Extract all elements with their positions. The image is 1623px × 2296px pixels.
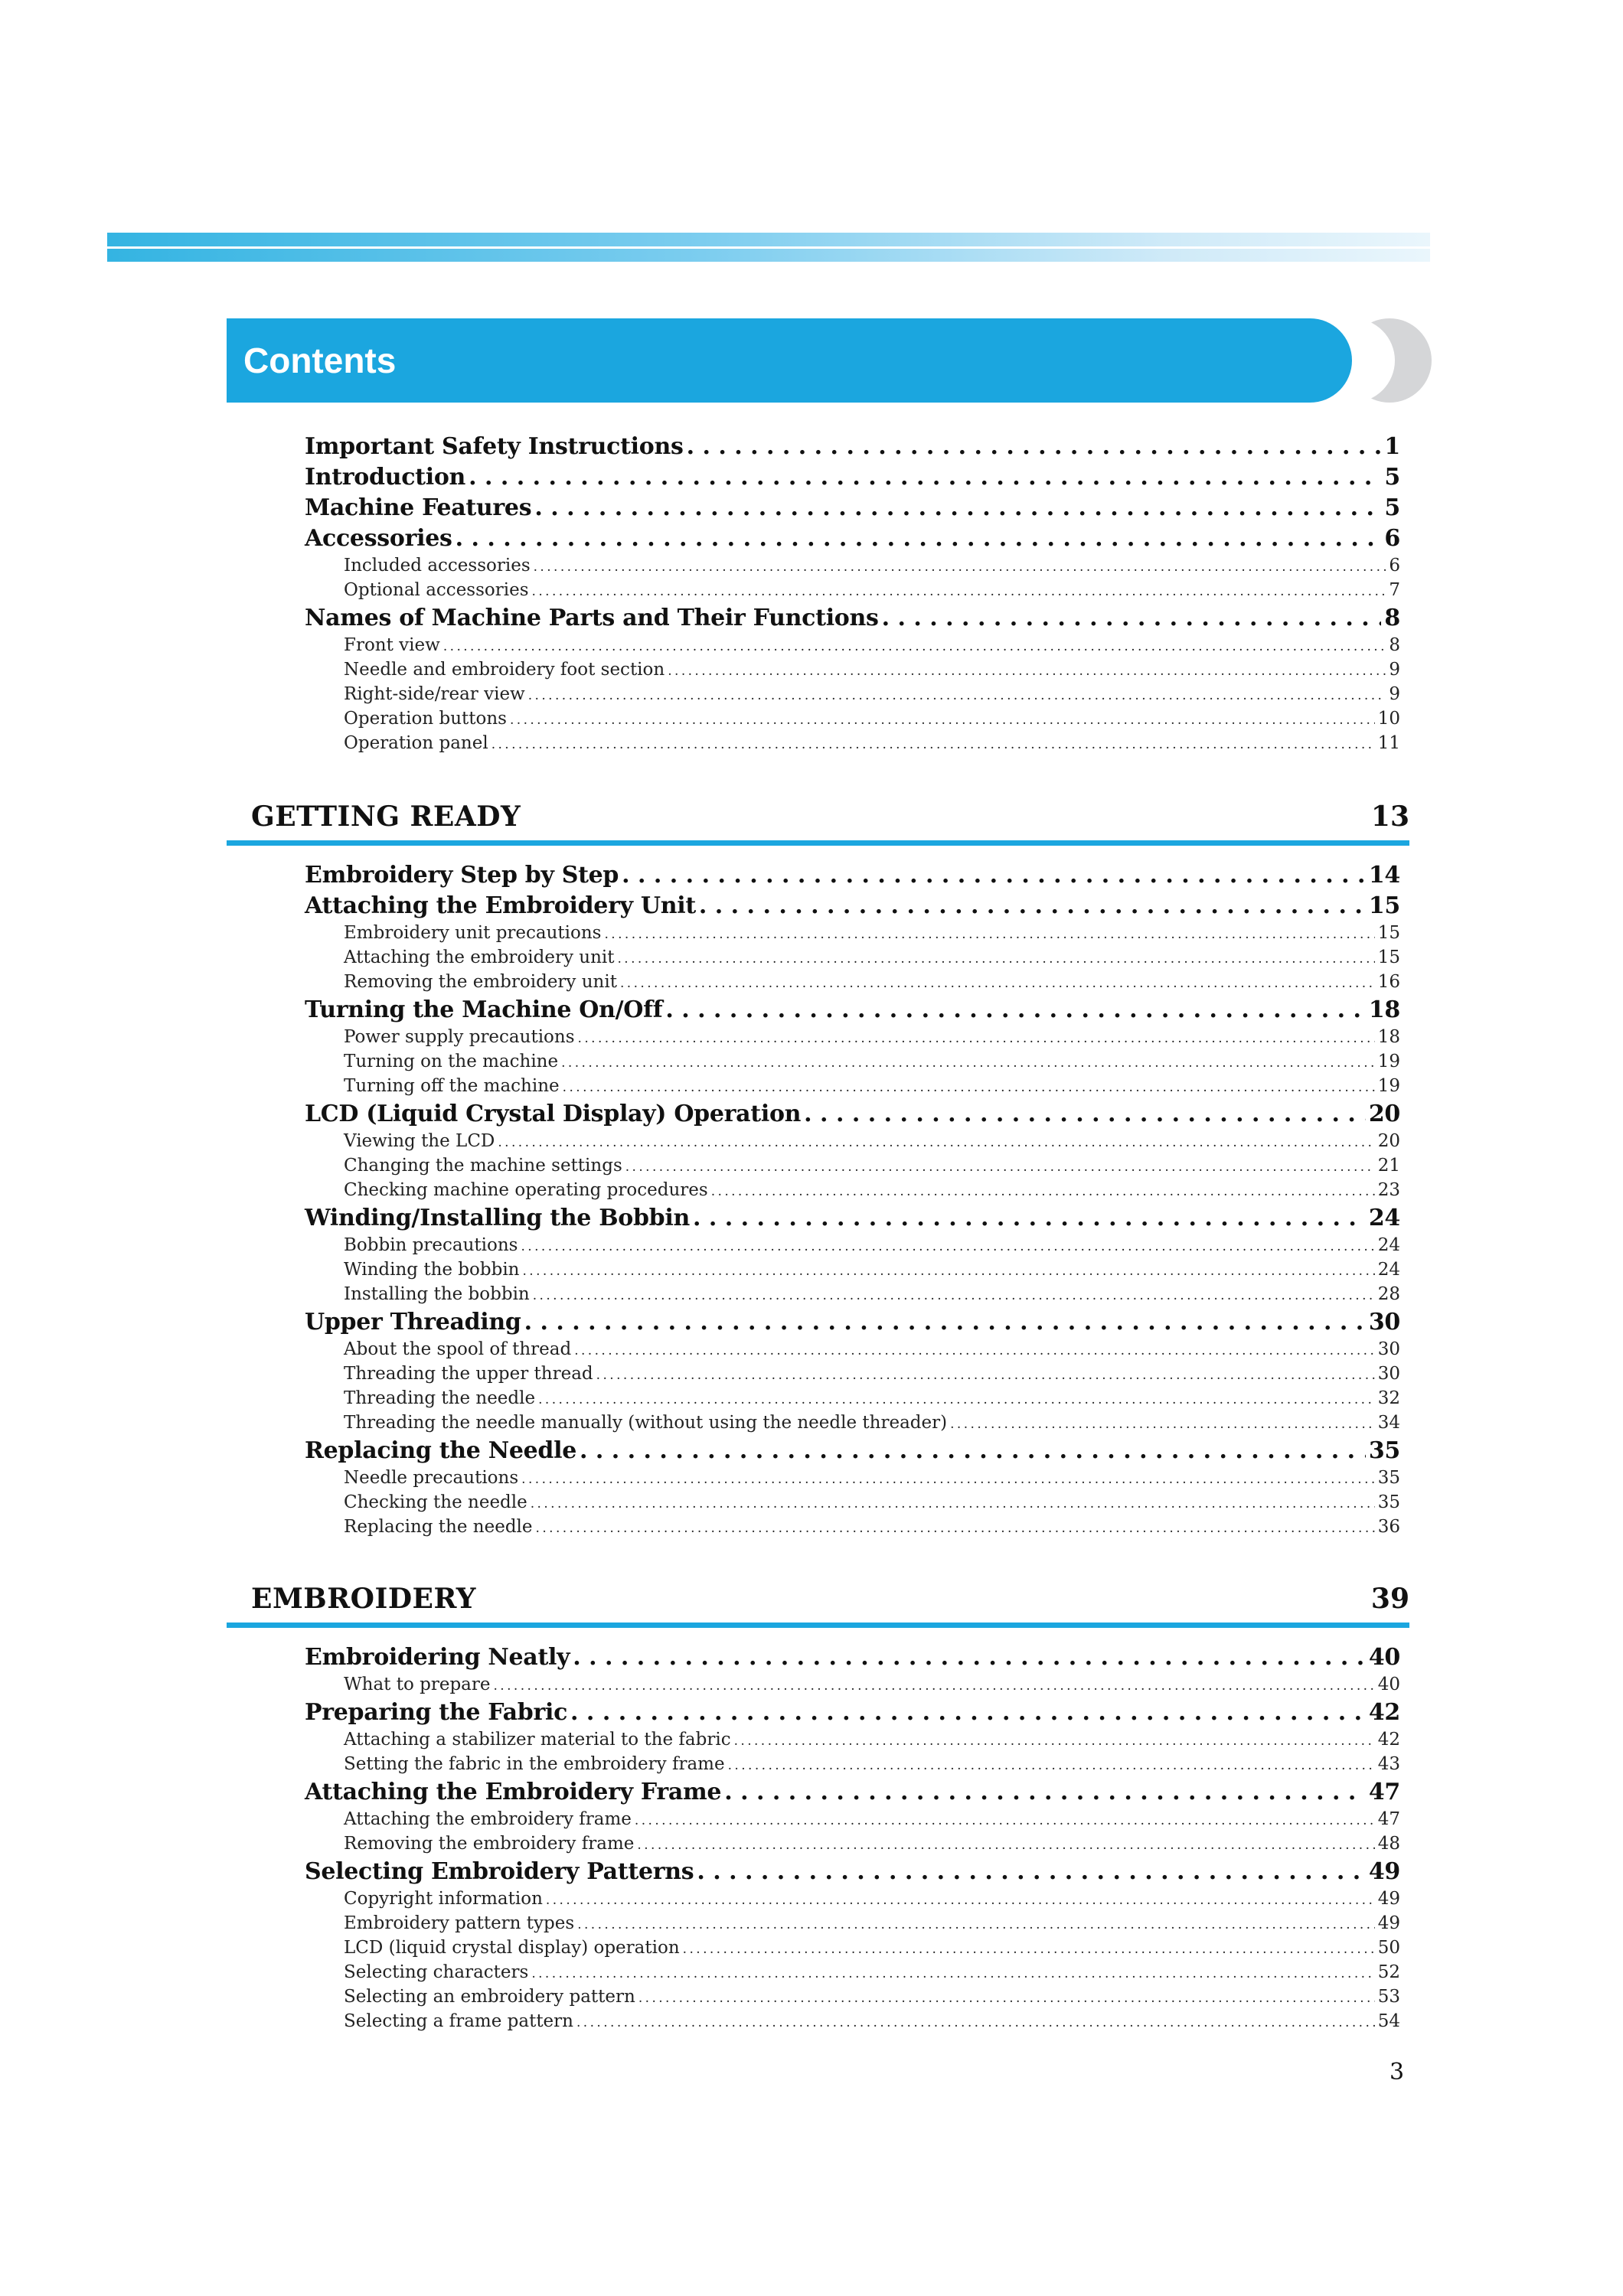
toc-entry-label: What to prepare: [344, 1675, 491, 1694]
toc-entry-page: 5: [1384, 464, 1400, 491]
toc-entry-page: 28: [1377, 1284, 1400, 1304]
dot-leader: [561, 1052, 1375, 1071]
toc-subentry-front-view[interactable]: [344, 635, 1400, 660]
toc-entry-page: 18: [1368, 996, 1400, 1023]
section-title: EMBROIDERY: [251, 1583, 477, 1615]
toc-entry-page: 6: [1384, 525, 1400, 552]
toc-heading-preparing-the-fabric[interactable]: [305, 1699, 1400, 1730]
toc-entry-label: Needle precautions: [344, 1468, 519, 1488]
toc-entry-page: 40: [1368, 1644, 1400, 1671]
toc-entry-page: 47: [1368, 1779, 1400, 1805]
toc-entry-page: 49: [1377, 1913, 1400, 1933]
dot-leader: [699, 892, 1366, 919]
dot-leader: [534, 494, 1381, 521]
toc-entry-label: Accessories: [305, 525, 452, 552]
toc-heading-winding-installing-the-bobbin[interactable]: [305, 1205, 1400, 1235]
dot-leader: [605, 923, 1375, 943]
toc-entry-label: Turning on the machine: [344, 1052, 559, 1071]
toc-entry-label: Optional accessories: [344, 580, 529, 600]
toc-entry-label: Right-side/rear view: [344, 684, 525, 704]
dot-leader: [538, 1388, 1375, 1408]
toc-entry-label: Checking the needle: [344, 1492, 527, 1512]
toc-entry-page: 19: [1377, 1052, 1400, 1071]
toc-entry-label: Copyright information: [344, 1889, 543, 1909]
toc-entry-page: 49: [1377, 1889, 1400, 1909]
toc-entry-label: Machine Features: [305, 494, 532, 521]
dot-leader: [494, 1675, 1375, 1694]
toc-heading-selecting-embroidery-patterns[interactable]: [305, 1858, 1400, 1889]
toc-subentry-embroidery-pattern-types[interactable]: [344, 1913, 1400, 1938]
toc-entry-page: 16: [1377, 972, 1400, 992]
toc-entry-page: 14: [1368, 862, 1400, 889]
toc-entry-label: Selecting characters: [344, 1962, 529, 1982]
toc-subentry-attaching-the-embroidery-unit[interactable]: [344, 947, 1400, 972]
toc-entry-page: 40: [1377, 1675, 1400, 1694]
toc-entry-label: LCD (Liquid Crystal Display) Operation: [305, 1101, 802, 1127]
toc-entry-label: Turning the Machine On/Off: [305, 996, 663, 1023]
toc-entry-label: Setting the fabric in the embroidery frame: [344, 1754, 725, 1774]
toc-entry-page: 24: [1377, 1235, 1400, 1255]
toc-subentry-copyright-information[interactable]: [344, 1889, 1400, 1913]
dot-leader: [577, 1913, 1375, 1933]
toc-entry-page: 20: [1368, 1101, 1400, 1127]
toc-entry-page: 11: [1377, 733, 1400, 753]
dot-leader: [734, 1730, 1375, 1750]
toc-entry-label: Attaching the embroidery frame: [344, 1809, 632, 1829]
dot-leader: [596, 1364, 1375, 1384]
toc-entry-page: 48: [1377, 1834, 1400, 1854]
toc-entry-page: 30: [1377, 1364, 1400, 1384]
toc-entry-page: 24: [1368, 1205, 1400, 1231]
toc-entry-label: Threading the upper thread: [344, 1364, 593, 1384]
toc-subentry-needle-and-embroidery-foot-section[interactable]: [344, 660, 1400, 684]
toc-heading-introduction[interactable]: [305, 464, 1400, 494]
toc-subentry-operation-panel[interactable]: [344, 733, 1400, 758]
section-header-getting-ready[interactable]: [227, 801, 1409, 843]
dot-leader: [521, 1468, 1375, 1488]
toc-subentry-power-supply-precautions[interactable]: [344, 1027, 1400, 1052]
toc-entry-label: LCD (liquid crystal display) operation: [344, 1938, 680, 1958]
toc-entry-page: 15: [1377, 923, 1400, 943]
toc-heading-attaching-the-embroidery-unit[interactable]: [305, 892, 1400, 923]
dot-leader: [570, 1699, 1366, 1726]
dot-leader: [469, 464, 1381, 491]
toc-subentry-threading-the-needle-manually-without-using-the-needle-threader[interactable]: [344, 1413, 1400, 1437]
section-page: 13: [1370, 801, 1409, 833]
toc-entry-page: 5: [1384, 494, 1400, 521]
toc-entry-label: Changing the machine settings: [344, 1156, 622, 1176]
section-page: 39: [1370, 1583, 1409, 1615]
toc-subentry-turning-on-the-machine[interactable]: [344, 1052, 1400, 1076]
toc-entry-page: 7: [1389, 580, 1400, 600]
dot-leader: [546, 1889, 1375, 1909]
toc-entry-page: 21: [1377, 1156, 1400, 1176]
toc-entry-page: 15: [1368, 892, 1400, 919]
toc-entry-page: 42: [1377, 1730, 1400, 1750]
toc-entry-label: Upper Threading: [305, 1309, 521, 1336]
toc-entry-label: Attaching the Embroidery Frame: [305, 1779, 722, 1805]
toc-entry-page: 35: [1377, 1492, 1400, 1512]
toc-heading-embroidering-neatly[interactable]: [305, 1644, 1400, 1675]
dot-leader: [625, 1156, 1375, 1176]
dot-leader: [528, 684, 1386, 704]
toc-entry-page: 35: [1377, 1468, 1400, 1488]
toc-entry-page: 8: [1384, 605, 1400, 631]
toc-entry-page: 54: [1377, 2011, 1400, 2031]
toc-subentry-selecting-characters[interactable]: [344, 1962, 1400, 1987]
toc-subentry-winding-the-bobbin[interactable]: [344, 1260, 1400, 1284]
toc-subentry-checking-the-needle[interactable]: [344, 1492, 1400, 1517]
dot-leader: [534, 556, 1386, 576]
dot-leader: [683, 1938, 1375, 1958]
toc-entry-page: 23: [1377, 1180, 1400, 1200]
toc-entry-label: Selecting Embroidery Patterns: [305, 1858, 694, 1885]
dot-leader: [580, 1437, 1366, 1464]
toc-entry-label: Important Safety Instructions: [305, 433, 684, 460]
dot-leader: [563, 1076, 1375, 1096]
toc-subentry-checking-machine-operating-procedures[interactable]: [344, 1180, 1400, 1205]
dot-leader: [574, 1339, 1375, 1359]
toc-subentry-needle-precautions[interactable]: [344, 1468, 1400, 1492]
toc-entry-label: Preparing the Fabric: [305, 1699, 568, 1726]
toc-entry-label: Removing the embroidery frame: [344, 1834, 635, 1854]
toc-entry-page: 36: [1377, 1517, 1400, 1537]
toc-subentry-what-to-prepare[interactable]: [344, 1675, 1400, 1699]
header-band-divider: [107, 246, 1430, 249]
dot-leader: [637, 1834, 1374, 1854]
toc-entry-page: 9: [1389, 660, 1400, 680]
dot-leader: [531, 1492, 1375, 1512]
toc-entry-page: 53: [1377, 1987, 1400, 2007]
dot-leader: [620, 972, 1375, 992]
dot-leader: [576, 2011, 1375, 2031]
toc-entry-label: Embroidery unit precautions: [344, 923, 602, 943]
toc-entry-page: 30: [1377, 1339, 1400, 1359]
toc-entry-page: 43: [1377, 1754, 1400, 1774]
toc-entry-label: Attaching the embroidery unit: [344, 947, 615, 967]
toc-entry-label: Attaching the Embroidery Unit: [305, 892, 696, 919]
toc-subentry-removing-the-embroidery-unit[interactable]: [344, 972, 1400, 996]
dot-leader: [498, 1131, 1374, 1151]
toc-entry-label: Operation buttons: [344, 709, 507, 729]
dot-leader: [456, 525, 1382, 552]
toc-entry-page: 6: [1389, 556, 1400, 576]
toc-subentry-installing-the-bobbin[interactable]: [344, 1284, 1400, 1309]
dot-leader: [950, 1413, 1375, 1433]
toc-subentry-changing-the-machine-settings[interactable]: [344, 1156, 1400, 1180]
dot-leader: [510, 709, 1375, 729]
dot-leader: [693, 1205, 1366, 1231]
toc-entry-label: Winding the bobbin: [344, 1260, 520, 1280]
toc-subentry-about-the-spool-of-thread[interactable]: [344, 1339, 1400, 1364]
toc-entry-label: Embroidery Step by Step: [305, 862, 619, 889]
toc-heading-upper-threading[interactable]: [305, 1309, 1400, 1339]
toc-entry-page: 49: [1368, 1858, 1400, 1885]
toc-heading-names-of-machine-parts-and-their-functions[interactable]: [305, 605, 1400, 635]
dot-leader: [573, 1644, 1366, 1671]
dot-leader: [668, 660, 1386, 680]
toc-entry-page: 52: [1377, 1962, 1400, 1982]
toc-entry-label: Threading the needle: [344, 1388, 536, 1408]
dot-leader: [711, 1180, 1375, 1200]
dot-leader: [687, 433, 1382, 460]
toc-subentry-operation-buttons[interactable]: [344, 709, 1400, 733]
toc-entry-label: Turning off the machine: [344, 1076, 560, 1096]
dot-leader: [521, 1235, 1374, 1255]
toc-entry-page: 42: [1368, 1699, 1400, 1726]
toc-entry-label: Embroidery pattern types: [344, 1913, 575, 1933]
toc-entry-label: Viewing the LCD: [344, 1131, 495, 1151]
toc-subentry-removing-the-embroidery-frame[interactable]: [344, 1834, 1400, 1858]
toc-entry-page: 8: [1389, 635, 1400, 655]
toc-entry-label: Front view: [344, 635, 440, 655]
toc-entry-page: 34: [1377, 1413, 1400, 1433]
section-rule: [227, 840, 1409, 846]
dot-leader: [697, 1858, 1366, 1885]
toc-entry-label: Selecting an embroidery pattern: [344, 1987, 635, 2007]
dot-leader: [665, 996, 1366, 1023]
toc-subentry-bobbin-precautions[interactable]: [344, 1235, 1400, 1260]
dot-leader: [536, 1517, 1375, 1537]
toc-subentry-attaching-a-stabilizer-material-to-the-fabric[interactable]: [344, 1730, 1400, 1754]
toc-subentry-included-accessories[interactable]: [344, 556, 1400, 580]
dot-leader: [523, 1260, 1375, 1280]
toc-entry-page: 24: [1377, 1260, 1400, 1280]
toc-entry-page: 50: [1377, 1938, 1400, 1958]
toc-subentry-replacing-the-needle[interactable]: [344, 1517, 1400, 1541]
toc-entry-page: 19: [1377, 1076, 1400, 1096]
dot-leader: [622, 862, 1366, 889]
dot-leader: [491, 733, 1375, 753]
dot-leader: [531, 1962, 1374, 1982]
toc-entry-page: 47: [1377, 1809, 1400, 1829]
toc-subentry-threading-the-needle[interactable]: [344, 1388, 1400, 1413]
toc-subentry-optional-accessories[interactable]: [344, 580, 1400, 605]
dot-leader: [635, 1809, 1375, 1829]
toc-subentry-selecting-a-frame-pattern[interactable]: [344, 2011, 1400, 2036]
dot-leader: [728, 1754, 1375, 1774]
toc-entry-label: Needle and embroidery foot section: [344, 660, 665, 680]
toc-subentry-attaching-the-embroidery-frame[interactable]: [344, 1809, 1400, 1834]
toc-entry-page: 32: [1377, 1388, 1400, 1408]
toc-subentry-turning-off-the-machine[interactable]: [344, 1076, 1400, 1101]
dot-leader: [524, 1309, 1366, 1336]
toc-entry-label: Embroidering Neatly: [305, 1644, 570, 1671]
page-title: Contents: [243, 341, 397, 380]
toc-entry-label: Winding/Installing the Bobbin: [305, 1205, 690, 1231]
toc-heading-turning-the-machine-on-off[interactable]: [305, 996, 1400, 1027]
dot-leader: [578, 1027, 1375, 1047]
toc-entry-page: 35: [1368, 1437, 1400, 1464]
page-number: 3: [1390, 2059, 1405, 2086]
toc-entry-page: 30: [1368, 1309, 1400, 1336]
toc-subentry-viewing-the-lcd[interactable]: [344, 1131, 1400, 1156]
toc-entry-label: Power supply precautions: [344, 1027, 575, 1047]
section-title: GETTING READY: [251, 801, 521, 833]
toc-subentry-setting-the-fabric-in-the-embroidery-frame[interactable]: [344, 1754, 1400, 1779]
dot-leader: [443, 635, 1386, 655]
toc-entry-label: Installing the bobbin: [344, 1284, 530, 1304]
toc-heading-accessories[interactable]: [305, 525, 1400, 556]
toc-entry-label: Introduction: [305, 464, 466, 491]
toc-entry-label: Replacing the Needle: [305, 1437, 576, 1464]
toc-entry-page: 15: [1377, 947, 1400, 967]
toc-entry-label: Names of Machine Parts and Their Functions: [305, 605, 879, 631]
dot-leader: [882, 605, 1382, 631]
toc-heading-attaching-the-embroidery-frame[interactable]: [305, 1779, 1400, 1809]
toc-entry-label: Threading the needle manually (without using the needle threader): [344, 1413, 948, 1433]
dot-leader: [532, 580, 1386, 600]
dot-leader: [724, 1779, 1366, 1805]
toc-entry-label: Attaching a stabilizer material to the fabric: [344, 1730, 731, 1750]
dot-leader: [533, 1284, 1375, 1304]
toc-entry-label: Replacing the needle: [344, 1517, 533, 1537]
toc-subentry-threading-the-upper-thread[interactable]: [344, 1364, 1400, 1388]
toc-subentry-embroidery-unit-precautions[interactable]: [344, 923, 1400, 947]
toc-subentry-lcd-liquid-crystal-display-operation[interactable]: [344, 1938, 1400, 1962]
toc-entry-label: Removing the embroidery unit: [344, 972, 617, 992]
toc-heading-important-safety-instructions[interactable]: [305, 433, 1400, 464]
toc-entry-label: Checking machine operating procedures: [344, 1180, 708, 1200]
toc-heading-machine-features[interactable]: [305, 494, 1400, 525]
dot-leader: [617, 947, 1374, 967]
toc-entry-page: 20: [1377, 1131, 1400, 1151]
toc-entry-page: 10: [1377, 709, 1400, 729]
toc-heading-lcd-liquid-crystal-display-operation[interactable]: [305, 1101, 1400, 1131]
dot-leader: [638, 1987, 1375, 2007]
toc-entry-label: Included accessories: [344, 556, 531, 576]
toc-entry-label: Operation panel: [344, 733, 488, 753]
section-header-embroidery[interactable]: [227, 1583, 1409, 1626]
toc-heading-embroidery-step-by-step[interactable]: [305, 862, 1400, 892]
toc-entry-page: 1: [1384, 433, 1400, 460]
toc-entry-label: About the spool of thread: [344, 1339, 572, 1359]
toc-subentry-right-side-rear-view[interactable]: [344, 684, 1400, 709]
toc-entry-label: Bobbin precautions: [344, 1235, 518, 1255]
toc-heading-replacing-the-needle[interactable]: [305, 1437, 1400, 1468]
toc-subentry-selecting-an-embroidery-pattern[interactable]: [344, 1987, 1400, 2011]
section-rule: [227, 1623, 1409, 1628]
toc-entry-page: 18: [1377, 1027, 1400, 1047]
toc-entry-label: Selecting a frame pattern: [344, 2011, 573, 2031]
dot-leader: [804, 1101, 1366, 1127]
toc-entry-page: 9: [1389, 684, 1400, 704]
